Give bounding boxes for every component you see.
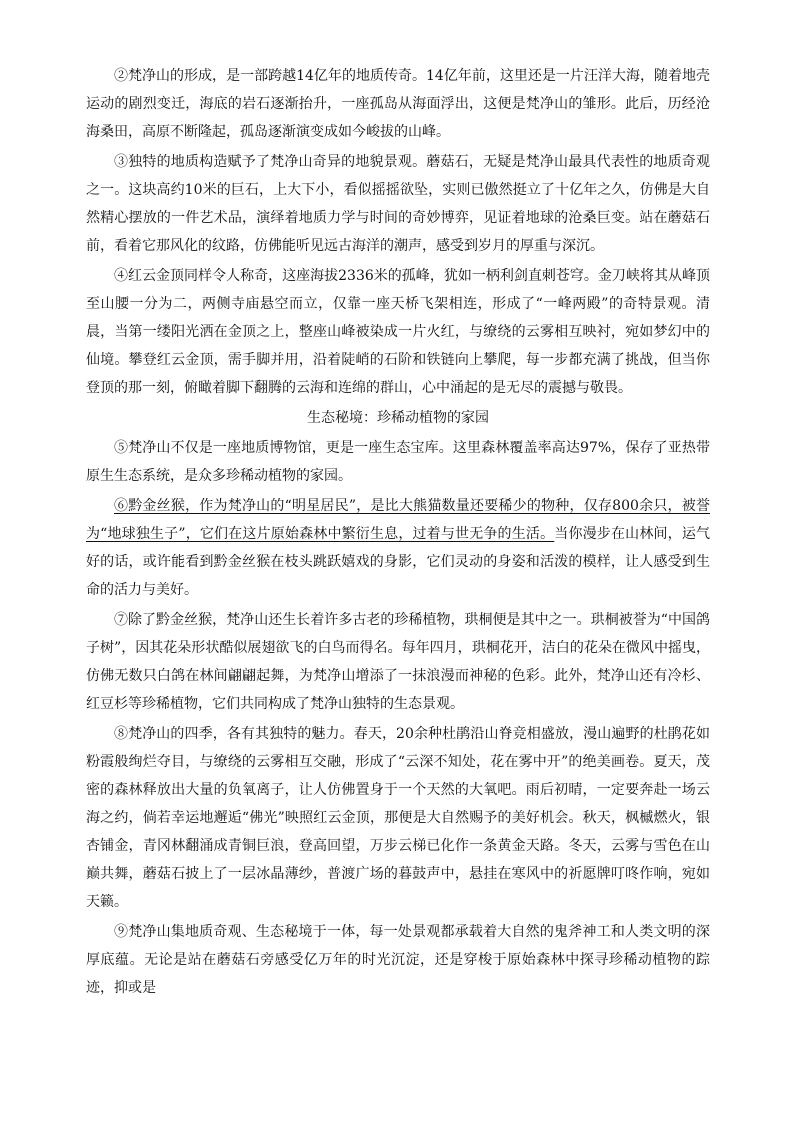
paragraph-6 bbox=[86, 492, 710, 604]
section-title: 生态秘境：珍稀动植物的家园 bbox=[307, 410, 489, 426]
paragraph-7: ⑦除了黔金丝猴，梵净山还生长着许多古老的珍稀植物，珙桐便是其中之一。珙桐被誉为“中国鸽子树”，因其花朵形状酷似展翅欲飞的白鸟而得名。每年四月，珙桐花开，洁白的花朵在微风中摇曳，仿佛无数只白鸽在林间翩翩起舞，为梵净山增添了一抹浪漫而神秘的色彩。此外，梵净山还有冷杉、红豆杉等珍稀植物，它们共同构成了梵净山独特的生态景观。 bbox=[86, 612, 710, 712]
paragraph-5: ⑤梵净山不仅是一座地质博物馆，更是一座生态宝库。这里森林覆盖率高达97%，保存了亚热带原生生态系统，是众多珍稀动植物的家园。 bbox=[86, 440, 710, 484]
paragraph-2: ②梵净山的形成，是一部跨越14亿年的地质传奇。14亿年前，这里还是一片汪洋大海，随着地壳运动的剧烈变迁，海底的岩石逐渐抬升，一座孤岛从海面浮出，这便是梵净山的雏形。此后，历经沧海桑田，高原不断隆起，孤岛逐渐演变成如今峻拔的山峰。 bbox=[86, 68, 710, 140]
paragraph-6-rest: 当你漫步在山林间，运气好的话，或许能看到黔金丝猴在枝头跳跃嬉戏的身影，它们灵动的身姿和活泼的模样，让人感受到生命的活力与美好。 bbox=[86, 526, 711, 598]
paragraph-3: ③独特的地质构造赋予了梵净山奇异的地貌景观。蘑菇石，无疑是梵净山最具代表性的地质奇观之一。这块高约10米的巨石，上大下小，看似摇摇欲坠，实则已傲然挺立了十亿年之久，仿佛是大自然精心摆放的一件艺术品，演绎着地质力学与时间的奇妙博弈，见证着地球的沧桑巨变。站在蘑菇石前，看着它那风化的纹路，仿佛能听见远古海洋的潮声，感受到岁月的厚重与深沉。 bbox=[86, 154, 710, 254]
paragraph-8: ⑧梵净山的四季，各有其独特的魅力。春天，20余种杜鹃沿山脊竞相盛放，漫山遍野的杜鹃花如粉霞般绚烂夺目，与缭绕的云雾相互交融，形成了“云深不知处，花在雾中开”的绝美画卷。夏天，茂密的森林释放出大量的负氧离子，让人仿佛置身于一个天然的大氧吧。雨后初晴，一定要奔赴一场云海之约，倘若幸运地邂逅“佛光”映照红云金顶，那便是大自然赐予的美好机会。秋天，枫槭燃火，银杏铺金，青冈林翻涌成青铜巨浪，登高回望，万步云梯已化作一条黄金天路。冬天，云雾与雪色在山巅共舞，蘑菇石披上了一层冰晶薄纱，普渡广场的暮鼓声中，悬挂在寒风中的祈愿牌叮咚作响，宛如天籁。 bbox=[86, 726, 710, 910]
underlined-sentence: ⑥黔金丝猴，作为梵净山的“明星居民”，是比大熊猫数量还要稀少的物种，仅存800余只，被誉为“地球独生子”，它们在这片原始森林中繁衍生息，过着与世无争的生活。 bbox=[86, 498, 710, 542]
paragraph-9: ⑨梵净山集地质奇观、生态秘境于一体，每一处景观都承载着大自然的鬼斧神工和人类文明的深厚底蕴。无论是站在蘑菇石旁感受亿万年的时光沉淀，还是穿梭于原始森林中探寻珍稀动植物的踪迹，抑或是 bbox=[86, 924, 710, 996]
paragraph-4: ④红云金顶同样令人称奇，这座海拔2336米的孤峰，犹如一柄利剑直刺苍穹。金刀峡将其从峰顶至山腰一分为二，两侧寺庙悬空而立，仅靠一座天桥飞架相连，形成了“一峰两殿”的奇特景观。清晨，当第一缕阳光洒在金顶之上，整座山峰被染成一片火红，与缭绕的云雾相互映衬，宛如梦幻中的仙境。攀登红云金顶，需手脚并用，沿着陡峭的石阶和铁链向上攀爬，每一步都充满了挑战，但当你登顶的那一刻，俯瞰着脚下翻腾的云海和连绵的群山，心中涌起的是无尽的震撼与敬畏。 bbox=[86, 268, 710, 396]
document-page bbox=[86, 62, 710, 1004]
